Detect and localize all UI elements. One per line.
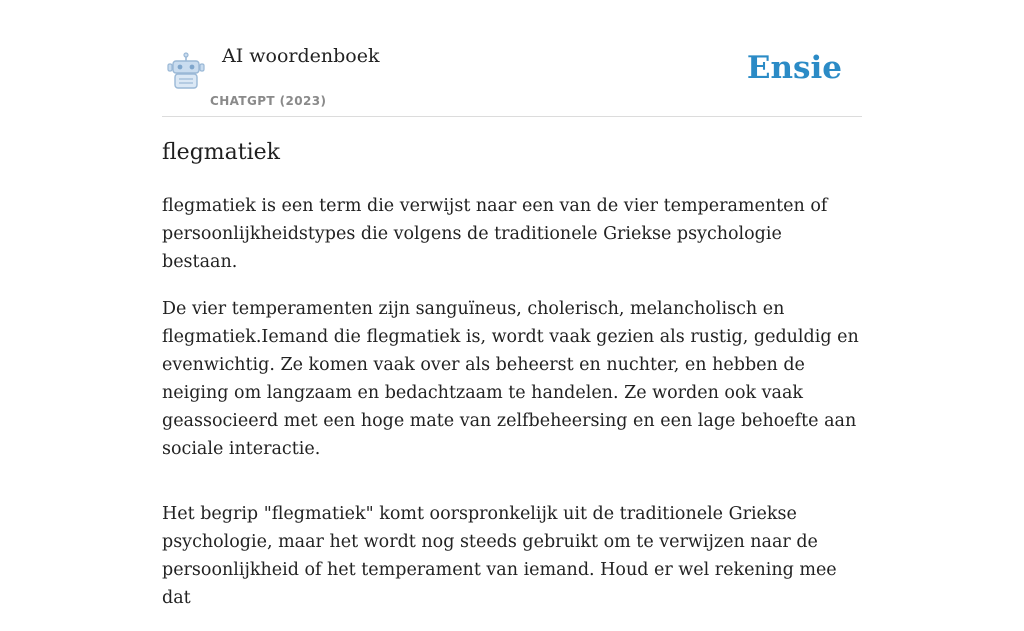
- definition-paragraph: De vier temperamenten zijn sanguïneus, cholerisch, melancholisch en flegmatiek.Iemand die flegmatiek is, wordt vaak gezien als rustig, geduldig en evenwichtig. Ze komen vaak over als beheerst en nuchter, en hebben de neiging om langzaam en bedachtzaam te handelen. Ze worden ook vaak geassocieerd met een hoge mate van zelfbeheersing en een lage behoefte aan sociale interactie.: [162, 299, 859, 459]
- robot-icon: [166, 52, 206, 90]
- definition-paragraph: flegmatiek is een term die verwijst naar een van de vier temperamenten of persoonlijkheidstypes die volgens de traditionele Griekse psychologie bestaan.: [162, 196, 828, 272]
- source-title[interactable]: AI woordenboek: [222, 45, 380, 67]
- definition-paragraph: Het begrip "flegmatiek" komt oorspronkelijk uit de traditionele Griekse psychologie, maar het wordt nog steeds gebruikt om te verwijzen naar de persoonlijkheid of het temperament van iemand. Houd er wel rekening mee dat: [162, 504, 837, 608]
- source-header: [162, 0, 862, 117]
- source-subtitle: CHATGPT (2023): [210, 94, 327, 108]
- entry-definition: [162, 192, 862, 631]
- entry-term: flegmatiek: [162, 140, 280, 165]
- brand-logo[interactable]: Ensie: [746, 50, 842, 86]
